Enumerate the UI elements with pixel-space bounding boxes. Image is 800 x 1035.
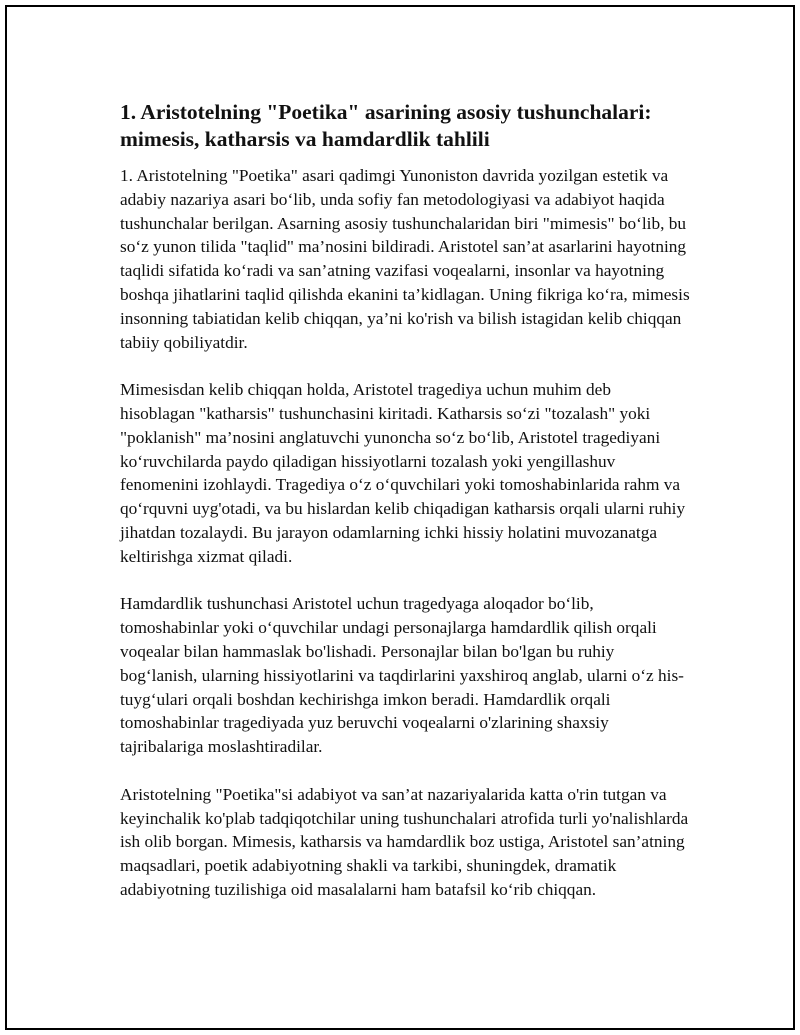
document-page <box>5 5 795 1030</box>
document-body <box>120 99 690 902</box>
paragraph-katharsis: Mimesisdan kelib chiqqan holda, Aristotel tragediya uchun muhim deb hisoblagan "katharsis" tushunchasini kiritadi. Katharsis so‘zi "tozalash" yoki "poklanish" ma’nosini anglatuvchi yunoncha so‘z bo‘lib, Aristotel tragediyani ko‘ruvchilarda paydo qiladigan hissiyotlarni tozalash yoki yengillashuv fenomenini izohlaydi. Tragediya o‘z o‘quvchilari yoki tomoshabinlarida rahm va qo‘rquvni uyg'otadi, va bu hislardan kelib chiqadigan katharsis orqali ularni ruhiy jihatdan tozalaydi. Bu jarayon odamlarning ichki hissiy holatini muvozanatga keltirishga xizmat qiladi. <box>120 380 686 566</box>
paragraph-hamdardlik: Hamdardlik tushunchasi Aristotel uchun tragedyaga aloqador bo‘lib, tomoshabinlar yoki o‘quvchilar undagi personajlarga hamdardlik qilish orqali voqealar bilan hammaslak bo'lishadi. Personajlar bilan bo'lgan bu ruhiy bog‘lanish, ularning hissiyotlarini va taqdirlarini yaxshiroq anglab, ularni o‘z his-tuyg‘ulari orqali boshdan kechirishga imkon beradi. Hamdardlik orqali tomoshabinlar tragediyada yuz beruvchi voqealarni o'zlarining shaxsiy tajribalariga moslashtiradilar. <box>120 594 684 757</box>
paragraph-conclusion: Aristotelning "Poetika"si adabiyot va san’at nazariyalarida katta o'rin tutgan va keyinchalik ko'plab tadqiqotchilar uning tushunchalari atrofida turli yo'nalishlarda ish olib borgan. Mimesis, katharsis va hamdardlik boz ustiga, Aristotel san’atning maqsadlari, poetik adabiyotning shakli va tarkibi, shuningdek, dramatik adabiyotning tuzilishiga oid masalalarni ham batafsil ko‘rib chiqqan. <box>120 784 689 899</box>
document-title: 1. Aristotelning "Poetika" asarining asosiy tushunchalari: mimesis, katharsis va hamdardlik tahlili <box>120 100 652 151</box>
paragraph-mimesis: 1. Aristotelning "Poetika" asari qadimgi Yunoniston davrida yozilgan estetik va adabiy nazariya asari bo‘lib, unda sofiy fan metodologiyasi va adabiyot haqida tushunchalar berilgan. Asarning asosiy tushunchalaridan biri "mimesis" bo‘lib, bu so‘z yunon tilida "taqlid" ma’nosini bildiradi. Aristotel san’at asarlarini hayotning taqlidi sifatida ko‘radi va san’atning vazifasi voqealarni, insonlar va hayotning boshqa jihatlarini taqlid qilishda ekanini ta’kidlagan. Uning fikriga ko‘ra, mimesis insonning tabiatidan kelib chiqqan, ya’ni ko'rish va bilish istagidan kelib chiqqan tabiiy qobiliyatdir. <box>120 166 690 352</box>
